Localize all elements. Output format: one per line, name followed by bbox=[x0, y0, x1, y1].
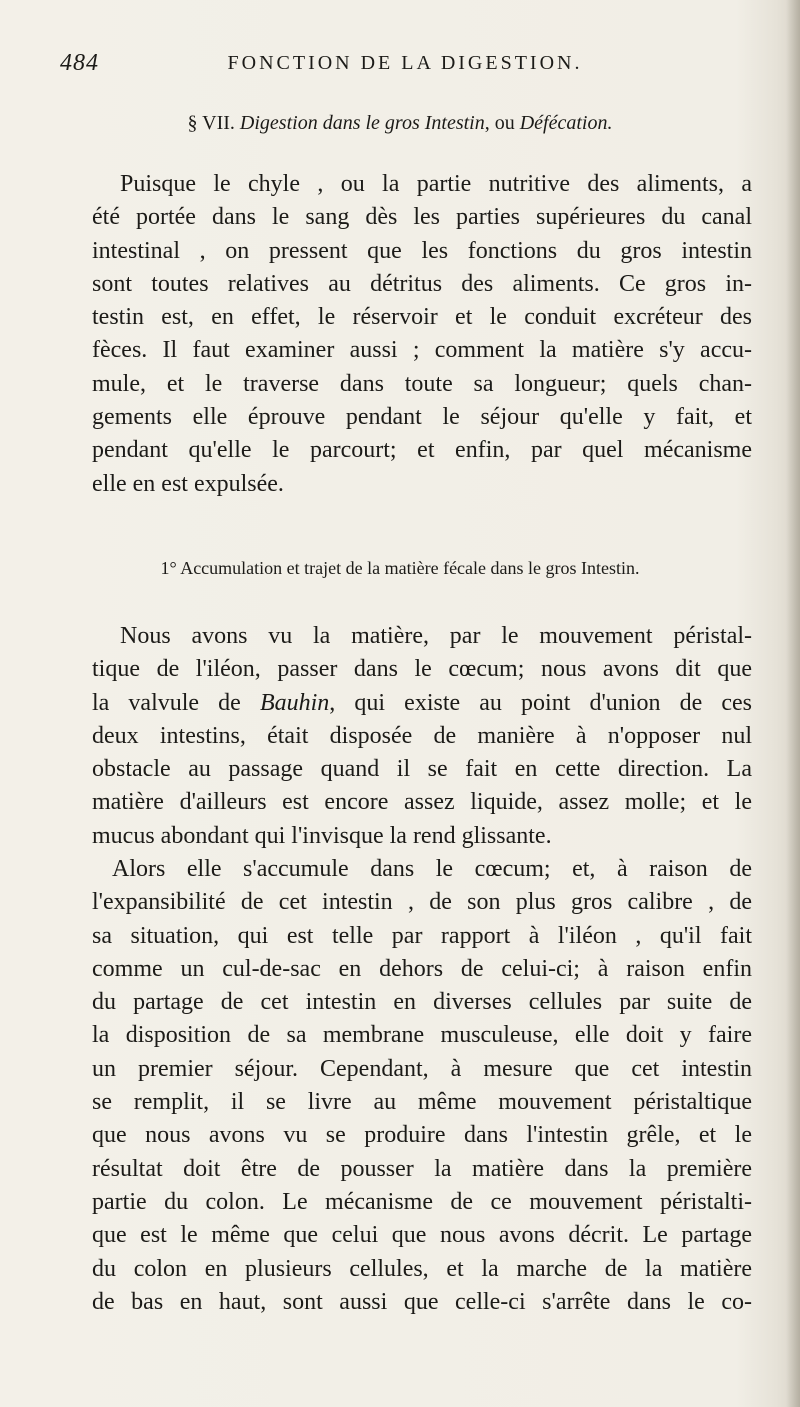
text-line: comme un cul-de-sac en dehors de celui-ci; à raison enfin bbox=[92, 955, 752, 982]
text-line: Puisque le chyle , ou la partie nutritive des aliments, a bbox=[120, 171, 752, 197]
text-line: se remplit, il se livre au même mouvement péristaltique bbox=[92, 1089, 752, 1116]
text-line: que est le même que celui que nous avons décrit. Le partage bbox=[92, 1222, 752, 1249]
page-header bbox=[60, 50, 750, 90]
text-line: la disposition de sa membrane musculeuse, elle doit y faire bbox=[92, 1022, 752, 1049]
text-line bbox=[92, 687, 752, 720]
text-line: du colon en plusieurs cellules, et la marche de la matière bbox=[92, 1255, 752, 1282]
text-line: fèces. Il faut examiner aussi ; comment la matière s'y accu- bbox=[92, 337, 752, 364]
section-heading bbox=[0, 112, 800, 135]
text-line: intestinal , on pressent que les fonctions du gros intestin bbox=[92, 237, 752, 264]
running-title: FONCTION DE LA DIGESTION. bbox=[227, 52, 583, 74]
page-number: 484 bbox=[60, 50, 99, 76]
text-line: Nous avons vu la matière, par le mouvement péristal- bbox=[120, 623, 752, 649]
section-title-part1: Digestion dans le gros Intestin bbox=[239, 112, 485, 134]
text-line: du partage de cet intestin en diverses cellules par suite de bbox=[92, 989, 752, 1016]
paragraph-3 bbox=[92, 853, 752, 1319]
text-line: mucus abondant qui l'invisque la rend glissante. bbox=[92, 822, 552, 849]
text-line: Alors elle s'accumule dans le cœcum; et, à raison de bbox=[112, 856, 752, 882]
paragraph-2 bbox=[92, 620, 752, 853]
text-line: un premier séjour. Cependant, à mesure que cet intestin bbox=[92, 1055, 752, 1082]
text-line: de bas en haut, sont aussi que celle-ci s'arrête dans le co- bbox=[92, 1288, 752, 1315]
section-number: § VII. bbox=[187, 112, 235, 134]
text-line: gements elle éprouve pendant le séjour qu'elle y fait, et bbox=[92, 404, 752, 431]
text-line: elle en est expulsée. bbox=[92, 470, 284, 497]
text-line: obstacle au passage quand il se fait en cette direction. La bbox=[92, 756, 752, 783]
text-line: matière d'ailleurs est encore assez liquide, assez molle; et le bbox=[92, 789, 752, 816]
text-line: sont toutes relatives au détritus des aliments. Ce gros in- bbox=[92, 270, 752, 297]
bauhin-name: Bauhin bbox=[259, 689, 330, 716]
text-line: pendant qu'elle le parcourt; et enfin, par quel mécanisme bbox=[92, 437, 752, 464]
text-line: l'expansibilité de cet intestin , de son plus gros calibre , de bbox=[92, 889, 752, 916]
text-line: testin est, en effet, le réservoir et le conduit excréteur des bbox=[92, 304, 752, 331]
subsection-heading: 1° Accumulation et trajet de la matière fécale dans le gros Intestin. bbox=[160, 558, 640, 578]
text-line: que nous avons vu se produire dans l'intestin grêle, et le bbox=[92, 1122, 752, 1149]
text-line: sa situation, qui est telle par rapport à l'iléon , qu'il fait bbox=[92, 922, 752, 949]
paragraph-1 bbox=[92, 168, 752, 501]
text-span: la valvule de bbox=[92, 689, 260, 716]
section-title-part2: Défécation. bbox=[519, 112, 613, 134]
text-line: été portée dans le sang dès les parties supérieures du canal bbox=[92, 204, 752, 231]
text-span: , qui existe au point d'union de ces bbox=[329, 689, 752, 716]
page-edge-shadow bbox=[786, 0, 800, 1407]
text-line: tique de l'iléon, passer dans le cœcum; nous avons dit que bbox=[92, 656, 752, 683]
section-title-connector: , ou bbox=[484, 112, 515, 134]
text-line: partie du colon. Le mécanisme de ce mouvement péristalti- bbox=[92, 1188, 752, 1215]
text-line: deux intestins, était disposée de manière à n'opposer nul bbox=[92, 722, 752, 749]
text-line: mule, et le traverse dans toute sa longueur; quels chan- bbox=[92, 370, 752, 397]
text-line: résultat doit être de pousser la matière dans la première bbox=[92, 1155, 752, 1182]
